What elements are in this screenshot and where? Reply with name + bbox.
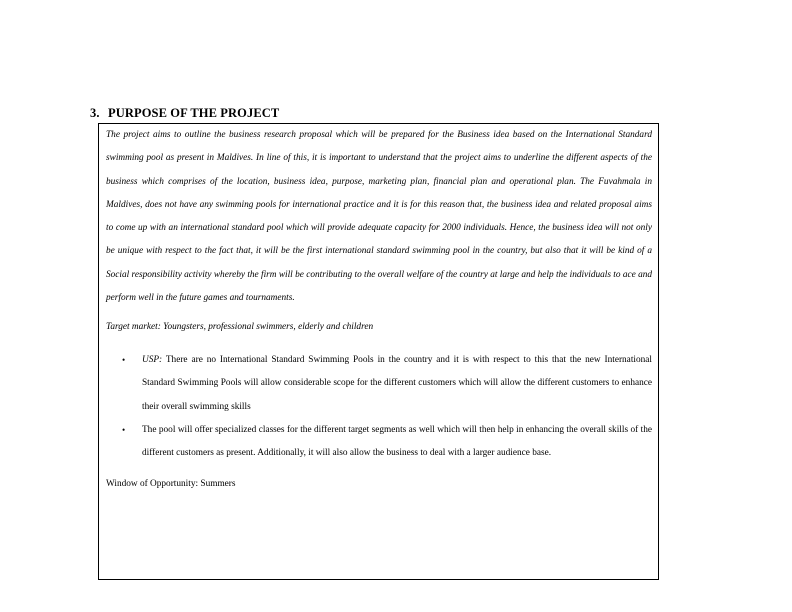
bullet-lead: USP: bbox=[142, 355, 163, 365]
bullet-list bbox=[106, 349, 652, 465]
section-title: PURPOSE OF THE PROJECT bbox=[108, 106, 280, 120]
target-market-text: Target market: Youngsters, professional swimmers, elderly and children bbox=[106, 322, 374, 332]
list-item bbox=[106, 419, 652, 466]
bullet-text bbox=[142, 349, 652, 419]
bullet-body: The pool will offer specialized classes for the different target segments as well which will then help in enhancing the overall skills of the different customers as present. Additionally, it will also allow the business to deal with a larger audience base. bbox=[142, 424, 652, 458]
bullet-text bbox=[142, 419, 652, 466]
list-item bbox=[106, 349, 652, 419]
bullet-icon: • bbox=[122, 424, 126, 435]
purpose-paragraph: The project aims to outline the business research proposal which will be prepared for the Business idea based on the International Standard swimming pool as present in Maldives. In line of this, it is important to understand that the project aims to underline the different aspects of the business which comprises of the location, business idea, purpose, marketing plan, financial plan and operational plan. The Fuvahmala in Maldives, does not have any swimming pools for international practice and it is for this reason that, the business idea and related proposal aims to come up with an international standard pool which will provide adequate capacity for 2000 individuals. Hence, the business idea will not only be unique with respect to the fact that, it will be the first international standard swimming pool in the country, but also that it will be kind of a Social responsibility activity whereby the firm will be contributing to the overall welfare of the country at large and help the individuals to ace and perform well in the future games and tournaments. bbox=[106, 130, 653, 303]
bullet-icon: • bbox=[122, 355, 126, 365]
window-of-opportunity-text: Window of Opportunity: Summers bbox=[106, 479, 236, 489]
bullet-body: There are no International Standard Swimming Pools in the country and it is with respect to this that the new International Standard Swimming Pools will allow considerable scope for the different customers which will allow the different customers to enhance their overall swimming skills bbox=[142, 355, 652, 412]
section-number: 3. bbox=[90, 106, 100, 120]
section-heading bbox=[90, 106, 279, 121]
